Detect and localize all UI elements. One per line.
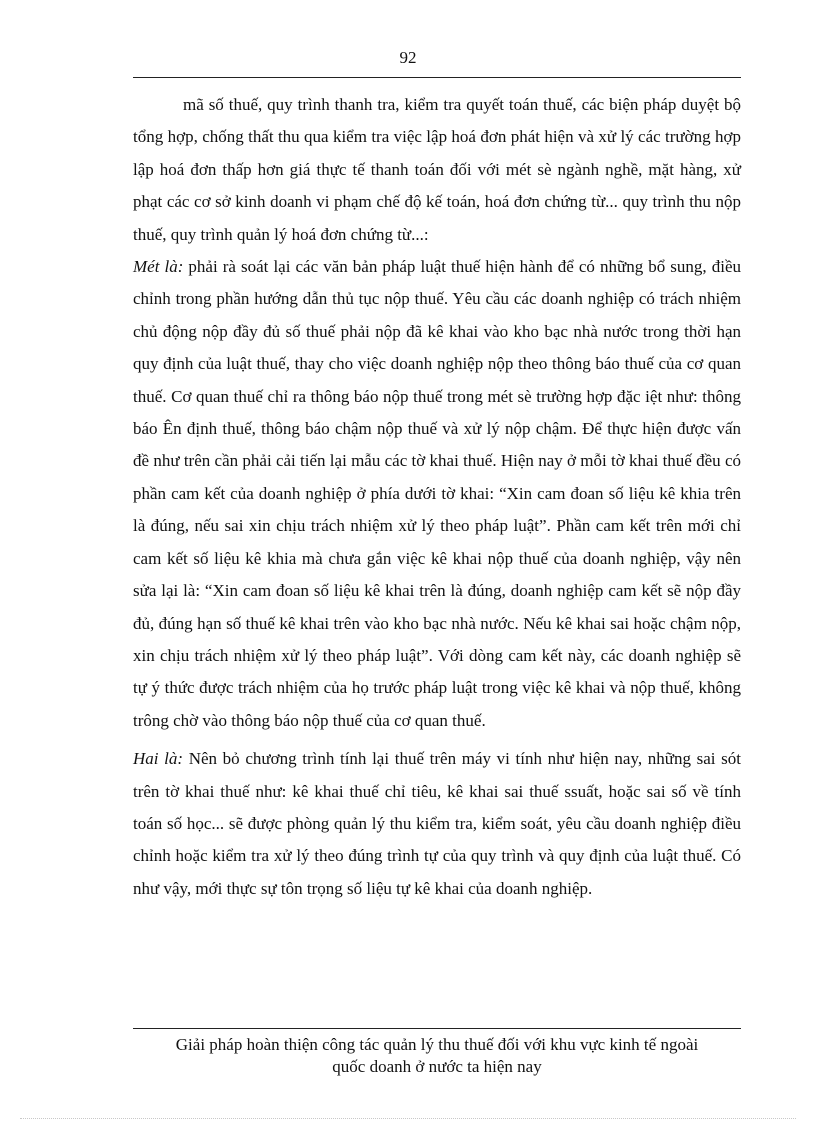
page-edge (20, 1118, 796, 1119)
paragraph-3-lead: Hai là: (133, 749, 184, 769)
header-rule (133, 77, 741, 78)
paragraph-3 (133, 743, 741, 905)
paragraph-2-text: phải rà soát lại các văn bản pháp luật thuế hiện hành để có những bổ sung, điều chỉnh trong phần hướng dẫn thủ tục nộp thuế. Yêu cầu các doanh nghiệp có trách nhiệm chủ động nộp đầy đủ số thuế phải nộp đã kê khai vào kho bạc nhà nước trong thời hạn quy định của luật thuế, thay cho việc doanh nghiệp nộp theo thông báo thuế của cơ quan thuế. Cơ quan thuế chỉ ra thông báo nộp thuế trong mét sè trường hợp đặc iệt như: thông báo Ên định thuế, thông báo chậm nộp thuế và xử lý nộp chậm. Để thực hiện được vấn đề như trên cần phải cải tiến lại mẫu các tờ khai thuế. Hiện nay ở mỗi tờ khai thuế đều có phần cam kết của doanh nghiệp ở phía dưới tờ khai: “Xin cam đoan số liệu kê khia trên là đúng, nếu sai xin chịu trách nhiệm xử lý theo pháp luật”. Phần cam kết trên mới chỉ cam kết số liệu kê khia mà chưa gắn việc kê khai nộp thuế của doanh nghiệp, vậy nên sửa lại là: “Xin cam đoan số liệu kê khai trên là đúng, doanh nghiệp cam kết sẽ nộp đầy đủ, đúng hạn số thuế kê khai trên vào kho bạc nhà nước. Nếu kê khai sai hoặc chậm nộp, xin chịu trách nhiệm xử lý theo pháp luật”. Với dòng cam kết này, các doanh nghiệp sẽ tự ý thức được trách nhiệm của họ trước pháp luật trong việc kê khai và nộp thuế, không trông chờ vào thông báo nộp thuế của cơ quan thuế. (133, 257, 741, 730)
paragraph-1: mã số thuế, quy trình thanh tra, kiểm tra quyết toán thuế, các biện pháp duyệt bộ tổng hợp, chống thất thu qua kiểm tra việc lập hoá đơn phát hiện và xử lý các trường hợp lập hoá đơn thấp hơn giá thực tế thanh toán đối với mét sè ngành nghề, mặt hàng, xử phạt các cơ sở kinh doanh vi phạm chế độ kế toán, hoá đơn chứng từ... quy trình thu nộp thuế, quy trình quản lý hoá đơn chứng từ...: (133, 95, 741, 244)
paragraph-2 (133, 251, 741, 737)
page-number: 92 (399, 48, 417, 67)
paragraph-2-lead: Mét là: (133, 257, 184, 277)
paragraph-3-text: Nên bỏ chương trình tính lại thuế trên máy vi tính như hiện nay, những sai sót trên tờ khai thuế như: kê khai thuế chỉ tiêu, kê khai sai thuế ssuất, hoặc sai số về tính toán số học... sẽ được phòng quản lý thu kiểm tra, kiểm soát, yêu cầu doanh nghiệp điều chỉnh hoặc kiểm tra xử lý theo đúng trình tự của quy trình và quy định của luật thuế. Có như vậy, mới thực sự tôn trọng số liệu tự kê khai của doanh nghiệp. (133, 749, 741, 898)
footer-title (133, 1034, 741, 1078)
footer-rule (133, 1028, 741, 1029)
footer-line-1: Giải pháp hoàn thiện công tác quản lý thu thuế đối với khu vực kinh tế ngoài (175, 1035, 699, 1054)
document-body (133, 89, 741, 905)
footer-line-2: quốc doanh ở nước ta hiện nay (332, 1057, 542, 1076)
